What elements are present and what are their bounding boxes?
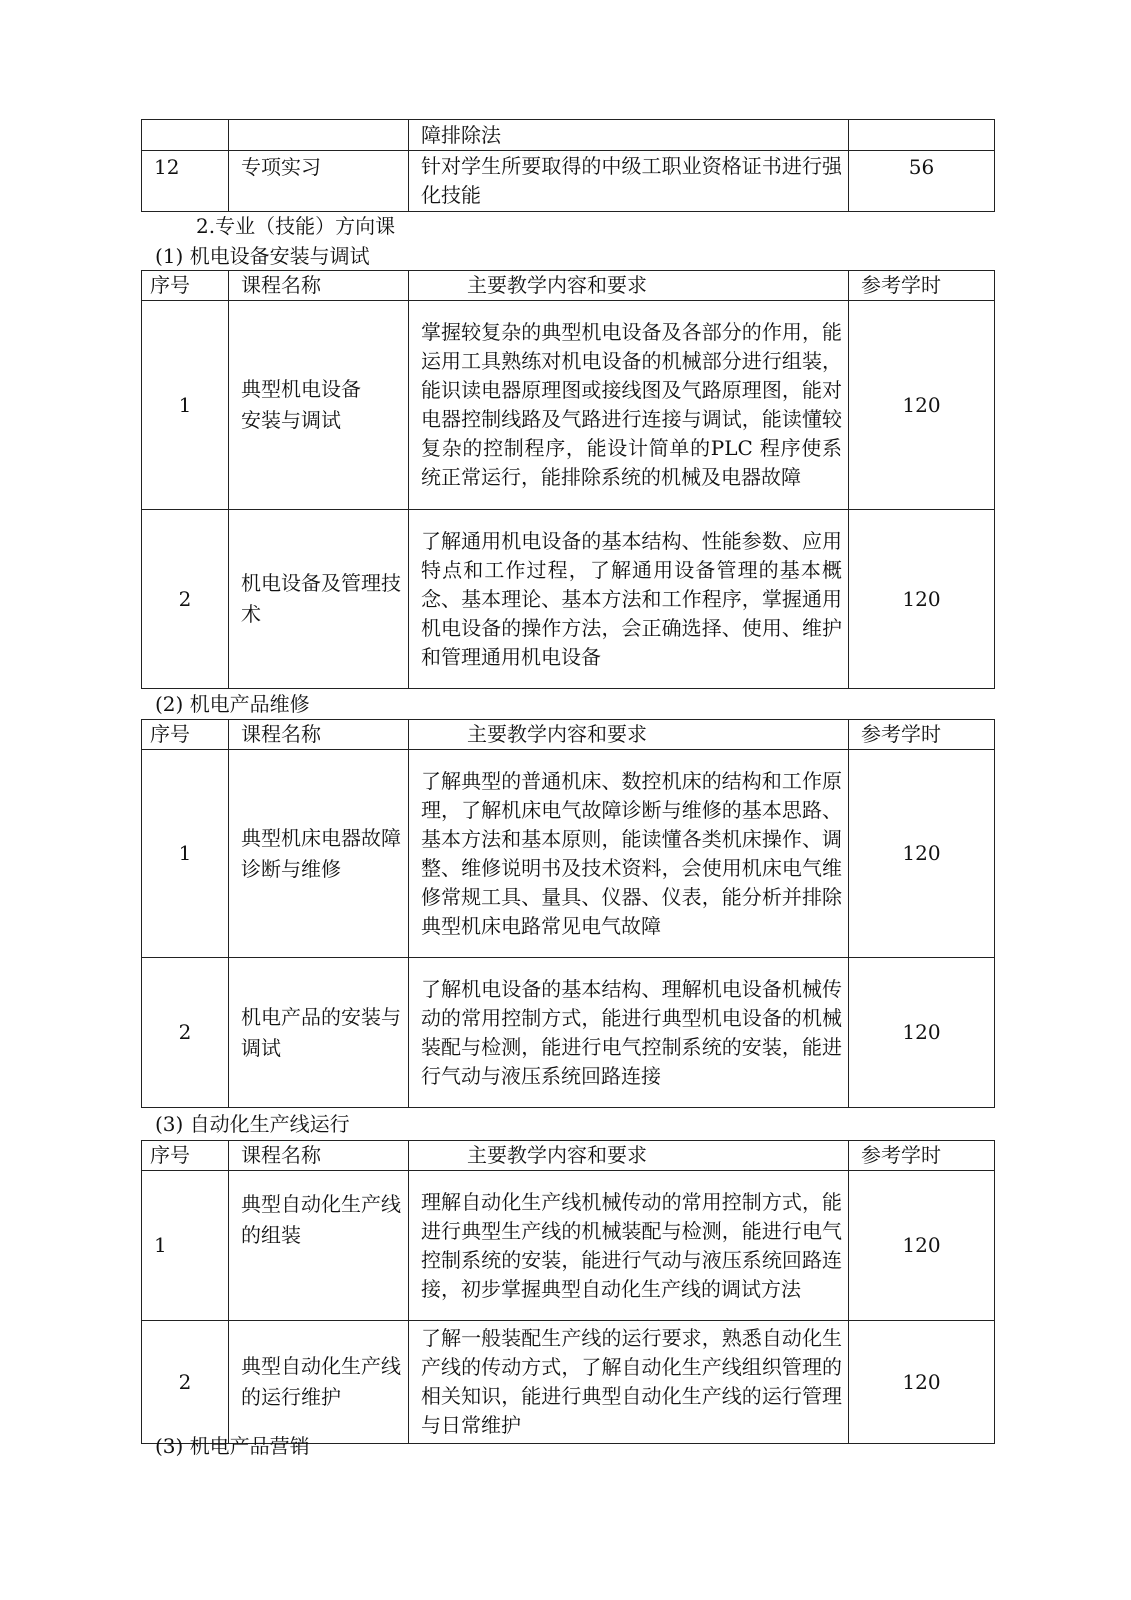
course-table-1: [141, 270, 995, 689]
course-content: 针对学生所要取得的中级工职业资格证书进行强化技能: [409, 151, 849, 212]
row-number: [142, 120, 229, 151]
table-row: [142, 1171, 995, 1321]
course-content: 了解机电设备的基本结构、理解机电设备机械传动的常用控制方式，能进行典型机电设备的机械装配与检测，能进行电气控制系统的安装，能进行气动与液压系统回路连接: [409, 958, 849, 1108]
header-no: 序号: [142, 1141, 229, 1171]
header-content: 主要教学内容和要求: [409, 271, 849, 301]
course-hours: 120: [849, 1171, 995, 1321]
header-hours: 参考学时: [849, 720, 995, 750]
row-number: 1: [142, 1171, 229, 1321]
course-hours: 120: [849, 301, 995, 510]
table-row: [142, 750, 995, 958]
row-number: 2: [142, 510, 229, 689]
course-content: 了解典型的普通机床、数控机床的结构和工作原理，了解机床电气故障诊断与维修的基本思路、基本方法和基本原则，能读懂各类机床操作、调整、维修说明书及技术资料，会使用机床电气维修常规工具、量具、仪器、仪表，能分析并排除典型机床电路常见电气故障: [409, 750, 849, 958]
table-header-row: [142, 1141, 995, 1171]
course-name: 典型机电设备安装与调试: [229, 301, 409, 510]
subsection-title: (3) 自动化生产线运行: [155, 1112, 350, 1136]
course-name: 机电设备及管理技术: [229, 510, 409, 689]
row-number: 2: [142, 958, 229, 1108]
table-row: [142, 301, 995, 510]
subsection-title: (1) 机电设备安装与调试: [155, 244, 370, 268]
course-name: 机电产品的安装与调试: [229, 958, 409, 1108]
subsection-title: (2) 机电产品维修: [155, 692, 310, 716]
course-content: 掌握较复杂的典型机电设备及各部分的作用，能运用工具熟练对机电设备的机械部分进行组装，能识读电器原理图或接线图及气路原理图，能对电器控制线路及气路进行连接与调试，能读懂较复杂的控制程序，能设计简单的PLC 程序使系统正常运行，能排除系统的机械及电器故障: [409, 301, 849, 510]
row-number: 12: [142, 151, 229, 212]
header-no: 序号: [142, 271, 229, 301]
header-name: 课程名称: [229, 720, 409, 750]
course-content: 了解通用机电设备的基本结构、性能参数、应用特点和工作过程，了解通用设备管理的基本概念、基本理论、基本方法和工作程序，掌握通用机电设备的操作方法，会正确选择、使用、维护和管理通用机电设备: [409, 510, 849, 689]
row-number: 2: [142, 1321, 229, 1444]
row-number: 1: [142, 750, 229, 958]
course-hours: 120: [849, 1321, 995, 1444]
course-content: 障排除法: [409, 120, 849, 151]
course-hours: 120: [849, 958, 995, 1108]
course-content: 理解自动化生产线机械传动的常用控制方式，能进行典型生产线的机械装配与检测，能进行电气控制系统的安装，能进行气动与液压系统回路连接，初步掌握典型自动化生产线的调试方法: [409, 1171, 849, 1321]
header-hours: 参考学时: [849, 271, 995, 301]
continued-table: [141, 119, 995, 212]
header-no: 序号: [142, 720, 229, 750]
table-header-row: [142, 271, 995, 301]
table-row: [142, 510, 995, 689]
header-content: 主要教学内容和要求: [409, 1141, 849, 1171]
header-name: 课程名称: [229, 271, 409, 301]
table-header-row: [142, 720, 995, 750]
course-name: 典型自动化生产线的组装: [229, 1171, 409, 1321]
table-row: [142, 1321, 995, 1444]
course-hours: [849, 120, 995, 151]
header-hours: 参考学时: [849, 1141, 995, 1171]
header-content: 主要教学内容和要求: [409, 720, 849, 750]
course-table-3: [141, 1140, 995, 1444]
course-name: [229, 120, 409, 151]
course-hours: 120: [849, 750, 995, 958]
course-name: 典型机床电器故障诊断与维修: [229, 750, 409, 958]
course-name: 典型自动化生产线的运行维护: [229, 1321, 409, 1444]
course-name: 专项实习: [229, 151, 409, 212]
row-number: 1: [142, 301, 229, 510]
section-heading: 2.专业（技能）方向课: [196, 214, 396, 238]
course-hours: 120: [849, 510, 995, 689]
table-row: [142, 958, 995, 1108]
course-hours: 56: [849, 151, 995, 212]
course-table-2: [141, 719, 995, 1108]
table-row: [142, 120, 995, 151]
table-row: [142, 151, 995, 212]
course-content: 了解一般装配生产线的运行要求，熟悉自动化生产线的传动方式，了解自动化生产线组织管理的相关知识，能进行典型自动化生产线的运行管理与日常维护: [409, 1321, 849, 1444]
subsection-title: (3) 机电产品营销: [155, 1434, 310, 1458]
header-name: 课程名称: [229, 1141, 409, 1171]
